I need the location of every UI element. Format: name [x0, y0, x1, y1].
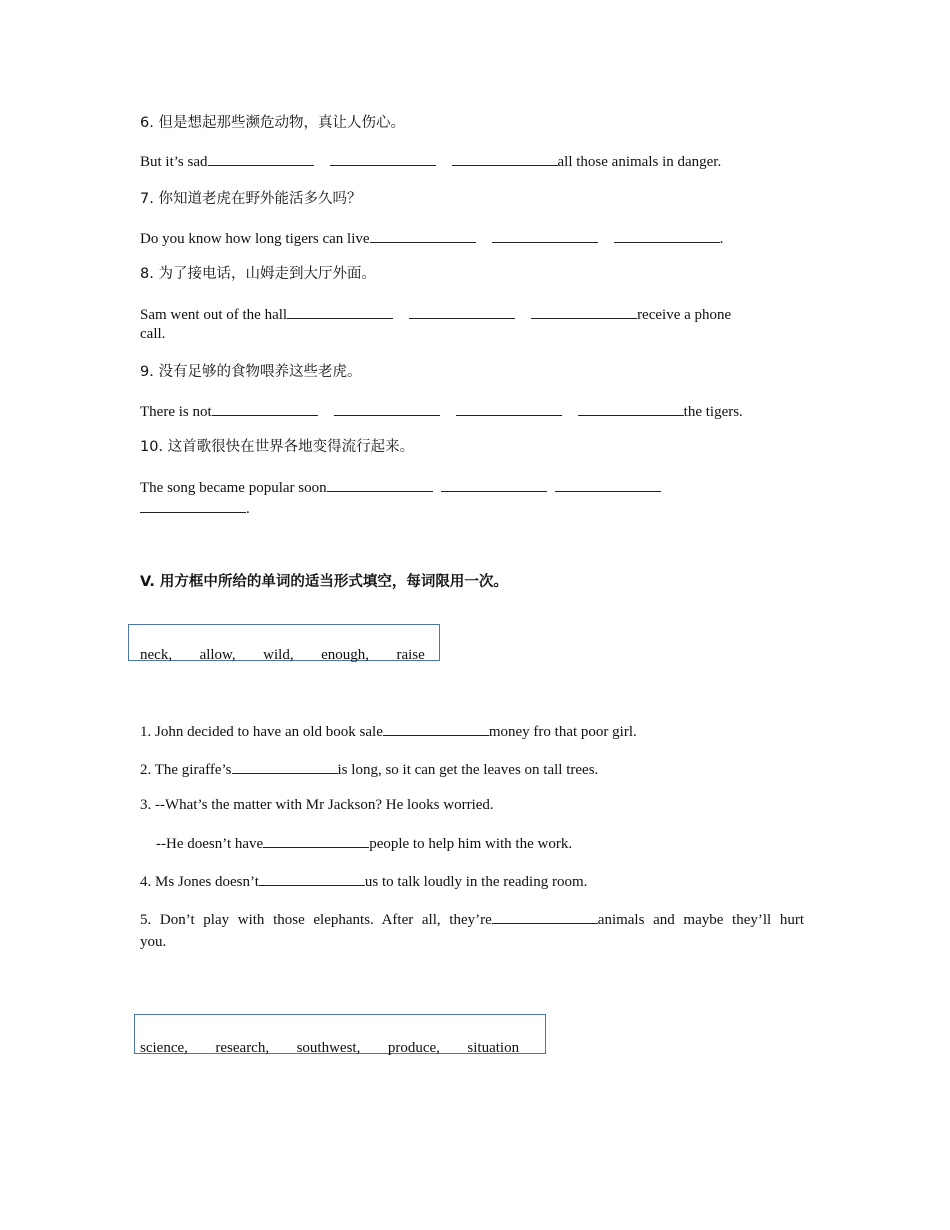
answer-blank[interactable]: [555, 476, 661, 492]
answer-blank[interactable]: [263, 832, 369, 848]
answer-blank[interactable]: [492, 908, 598, 924]
word-box-2-words: science, research, southwest, produce, situation: [140, 1040, 520, 1056]
answer-blank[interactable]: [327, 476, 433, 492]
question-7-english: [140, 227, 723, 249]
question-10-chinese: 10. 这首歌很快在世界各地变得流行起来。: [140, 439, 415, 455]
answer-blank[interactable]: [259, 870, 365, 886]
exercise-v-question-1: [140, 720, 637, 742]
v-q1-text-b: money fro that poor girl.: [488, 724, 637, 740]
v-q3-text-b1: --He doesn’t have: [156, 836, 264, 852]
v-q2-text-a: 2. The giraffe’s: [140, 762, 232, 778]
answer-blank[interactable]: [383, 720, 489, 736]
q7-text-b: .: [719, 231, 724, 247]
answer-blank[interactable]: [452, 150, 558, 166]
v-q4-text-a: 4. Ms Jones doesn’t: [140, 874, 259, 890]
question-10-english-cont: [140, 497, 250, 519]
question-8-english-cont: call.: [140, 326, 166, 342]
word-box-1-words: neck, allow, wild, enough, raise: [140, 647, 425, 663]
question-7-chinese: 7. 你知道老虎在野外能活多久吗？: [140, 191, 362, 207]
answer-blank[interactable]: [370, 227, 476, 243]
question-8-chinese: 8. 为了接电话，山姆走到大厅外面。: [140, 266, 376, 282]
exercise-v-question-3-reply: [156, 832, 572, 854]
answer-blank[interactable]: [456, 400, 562, 416]
q9-text-b: the tigers.: [683, 404, 743, 420]
question-9-english: [140, 400, 743, 422]
section-v-heading: V. 用方框中所给的单词的适当形式填空，每词限用一次。: [140, 574, 508, 590]
q9-text-a: There is not: [140, 404, 212, 420]
q10-text-b: .: [246, 501, 250, 517]
q8-text-b: receive a phone: [637, 307, 732, 323]
exercise-v-question-3: 3. --What’s the matter with Mr Jackson? He looks worried.: [140, 797, 494, 813]
answer-blank[interactable]: [409, 303, 515, 319]
answer-blank[interactable]: [614, 227, 720, 243]
q10-text-a: The song became popular soon: [140, 480, 327, 496]
exercise-v-question-5: [140, 908, 804, 953]
answer-blank[interactable]: [212, 400, 318, 416]
answer-blank[interactable]: [287, 303, 393, 319]
question-10-english: [140, 476, 661, 498]
exercise-v-question-4: [140, 870, 587, 892]
answer-blank[interactable]: [208, 150, 314, 166]
answer-blank[interactable]: [441, 476, 547, 492]
answer-blank[interactable]: [232, 758, 338, 774]
question-6-english: [140, 150, 721, 172]
question-6-chinese: 6. 但是想起那些濒危动物，真让人伤心。: [140, 115, 405, 131]
q6-text-b: all those animals in danger.: [557, 154, 722, 170]
exercise-v-question-2: [140, 758, 598, 780]
answer-blank[interactable]: [334, 400, 440, 416]
answer-blank[interactable]: [492, 227, 598, 243]
v-q5-text-a: 5. Don’t play with those elephants. After all, they’re: [140, 912, 492, 928]
answer-blank[interactable]: [330, 150, 436, 166]
question-8-english: [140, 303, 731, 325]
answer-blank[interactable]: [531, 303, 637, 319]
answer-blank[interactable]: [140, 497, 246, 513]
v-q1-text-a: 1. John decided to have an old book sale: [140, 724, 383, 740]
answer-blank[interactable]: [578, 400, 684, 416]
q8-text-a: Sam went out of the hall: [140, 307, 288, 323]
question-9-chinese: 9. 没有足够的食物喂养这些老虎。: [140, 364, 362, 380]
v-q4-text-b: us to talk loudly in the reading room.: [364, 874, 588, 890]
q7-text-a: Do you know how long tigers can live: [140, 231, 370, 247]
q6-text-a: But it’s sad: [140, 154, 208, 170]
v-q2-text-b: is long, so it can get the leaves on tall trees.: [337, 762, 599, 778]
v-q3-text-b2: people to help him with the work.: [369, 836, 573, 852]
v-q5-text-b: animals and maybe they’ll hurt you.: [140, 912, 804, 950]
